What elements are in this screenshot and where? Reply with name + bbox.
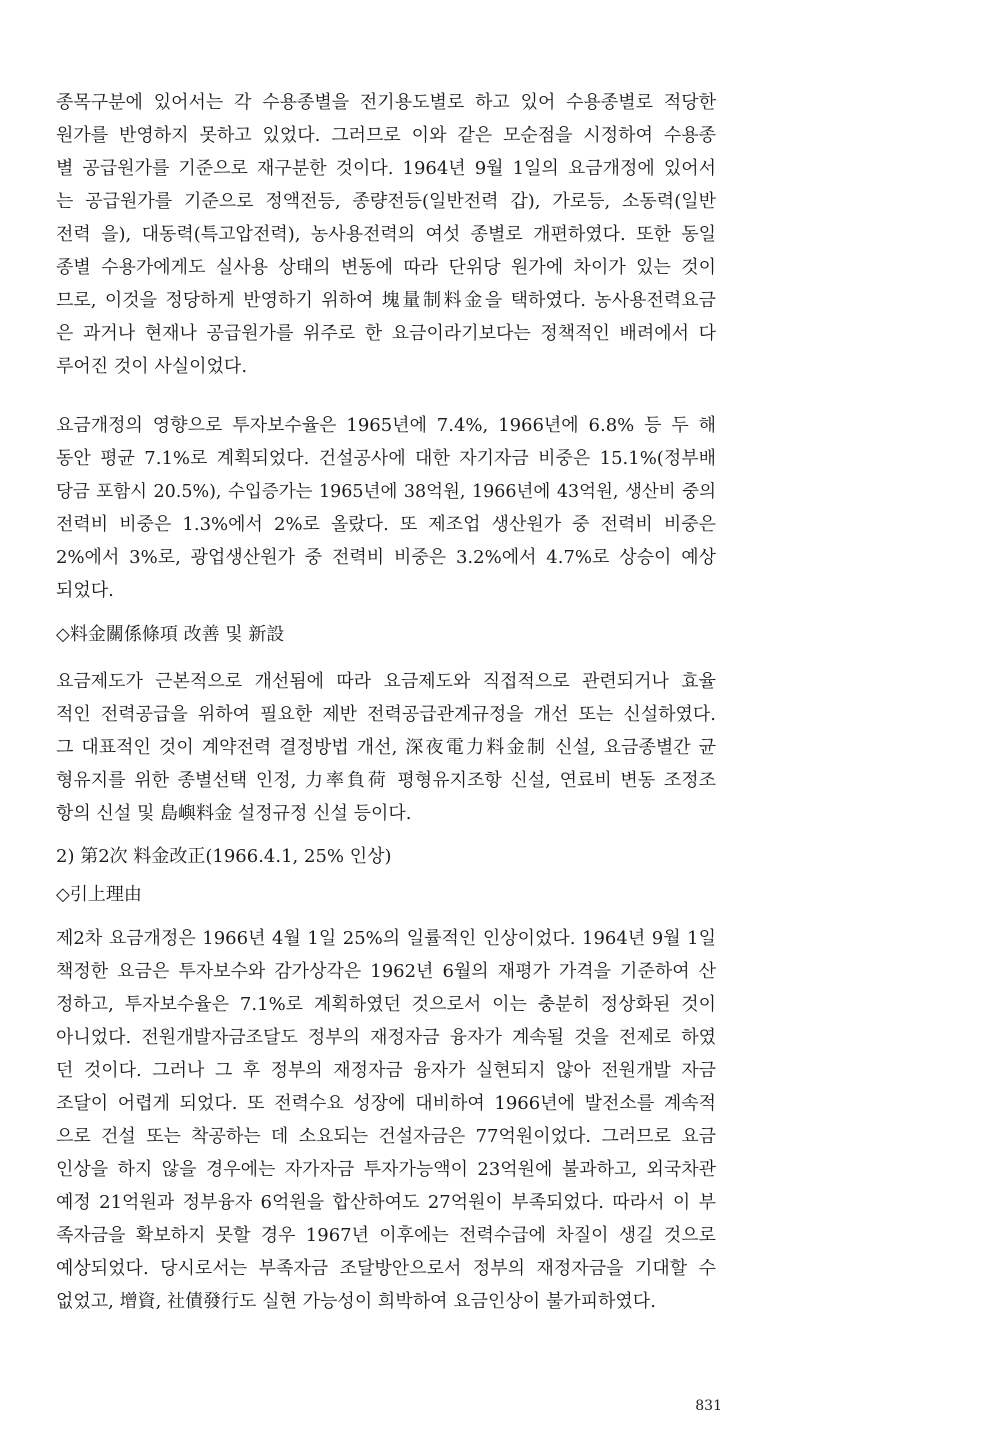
text-line-12: 당금 포함시 20.5%), 수입증가는 1965년에 38억원, 1966년에 43억원, 생산비 중의 [56, 482, 716, 502]
text-line-29: 조달이 어렵게 되었다. 또 전력수요 성장에 대비하여 1966년에 발전소를 계속적 [56, 1093, 716, 1114]
text-line-27: 아니었다. 전원개발자금조달도 정부의 재정자금 융자가 계속될 것을 전제로 하였 [56, 1027, 716, 1048]
text-line-35: 없었고, 增資, 社債發行도 실현 가능성이 희박하여 요금인상이 불가피하였다. [56, 1291, 656, 1312]
text-line-7: 므로, 이것을 정당하게 반영하기 위하여 塊量制料金을 택하였다. 농사용전력요금 [56, 290, 716, 311]
text-line-31: 인상을 하지 않을 경우에는 자가자금 투자가능액이 23억원에 불과하고, 외국차관 [56, 1159, 716, 1180]
text-line-32: 예정 21억원과 정부융자 6억원을 합산하여도 27억원이 부족되었다. 따라서 이 부 [56, 1192, 716, 1213]
text-line-10: 요금개정의 영향으로 투자보수율은 1965년에 7.4%, 1966년에 6.8% 등 두 해 [56, 415, 716, 436]
section-heading-second-revision: 2) 第2次 料金改正(1966.4.1, 25% 인상) [56, 846, 392, 867]
section-heading-reasons: ◇引上理由 [56, 884, 142, 905]
text-line-14: 2%에서 3%로, 광업생산원가 중 전력비 비중은 3.2%에서 4.7%로 상승이 예상 [56, 547, 716, 568]
text-line-5: 전력 을), 대동력(특고압전력), 농사용전력의 여섯 종별로 개편하였다. 또한 동일 [56, 224, 716, 245]
text-line-9: 루어진 것이 사실이었다. [56, 356, 248, 377]
text-line-19: 그 대표적인 것이 계약전력 결정방법 개선, 深夜電力料金制 신설, 요금종별간 균 [56, 737, 716, 758]
text-line-20: 형유지를 위한 종별선택 인정, 力率負荷 평형유지조항 신설, 연료비 변동 조정조 [56, 770, 716, 791]
text-line-21: 항의 신설 및 島嶼料金 설정규정 신설 등이다. [56, 803, 412, 824]
page-number: 831 [695, 1398, 722, 1414]
text-line-18: 적인 전력공급을 위하여 필요한 제반 전력공급관계규정을 개선 또는 신설하였다. [56, 704, 716, 725]
text-line-34: 예상되었다. 당시로서는 부족자금 조달방안으로서 정부의 재정자금을 기대할 수 [56, 1258, 716, 1279]
section-heading-tariff-clauses: ◇料金關係條項 改善 및 新設 [56, 624, 285, 645]
text-line-13: 전력비 비중은 1.3%에서 2%로 올랐다. 또 제조업 생산원가 중 전력비 비중은 [56, 514, 716, 535]
text-line-17: 요금제도가 근본적으로 개선됨에 따라 요금제도와 직접적으로 관련되거나 효율 [56, 671, 716, 692]
text-line-3: 별 공급원가를 기준으로 재구분한 것이다. 1964년 9월 1일의 요금개정에 있어서 [56, 158, 716, 179]
text-line-33: 족자금을 확보하지 못할 경우 1967년 이후에는 전력수급에 차질이 생길 것으로 [56, 1225, 716, 1246]
text-line-24: 제2차 요금개정은 1966년 4월 1일 25%의 일률적인 인상이었다. 1964년 9월 1일 [56, 928, 716, 949]
text-line-28: 던 것이다. 그러나 그 후 정부의 재정자금 융자가 실현되지 않아 전원개발 자금 [56, 1060, 716, 1081]
text-line-4: 는 공급원가를 기준으로 정액전등, 종량전등(일반전력 갑), 가로등, 소동력(일반 [56, 191, 716, 212]
text-line-30: 으로 건설 또는 착공하는 데 소요되는 건설자금은 77억원이었다. 그러므로 요금 [56, 1126, 716, 1147]
text-line-25: 책정한 요금은 투자보수와 감가상각은 1962년 6월의 재평가 가격을 기준하여 산 [56, 961, 716, 982]
text-line-2: 원가를 반영하지 못하고 있었다. 그러므로 이와 같은 모순점을 시정하여 수용종 [56, 125, 716, 146]
text-line-11: 동안 평균 7.1%로 계획되었다. 건설공사에 대한 자기자금 비중은 15.1%(정부배 [56, 448, 716, 469]
text-line-1: 종목구분에 있어서는 각 수용종별을 전기용도별로 하고 있어 수용종별로 적당한 [56, 92, 716, 113]
text-line-26: 정하고, 투자보수율은 7.1%로 계획하였던 것으로서 이는 충분히 정상화된 것이 [56, 994, 716, 1015]
text-line-15: 되었다. [56, 580, 114, 601]
text-line-6: 종별 수용가에게도 실사용 상태의 변동에 따라 단위당 원가에 차이가 있는 것이 [56, 257, 716, 278]
text-line-8: 은 과거나 현재나 공급원가를 위주로 한 요금이라기보다는 정책적인 배려에서 다 [56, 323, 716, 344]
